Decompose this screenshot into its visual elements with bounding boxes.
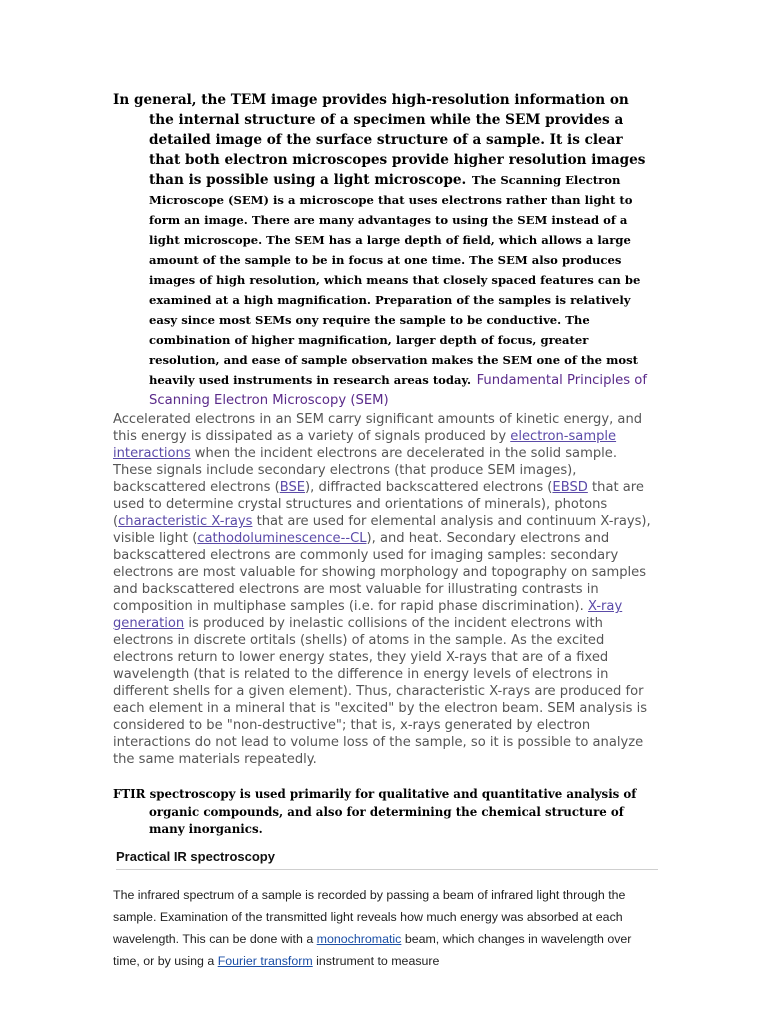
fourier-transform-link[interactable]: Fourier transform	[217, 954, 313, 969]
text-segment: beam, which changes in wavelength over time, or by using a	[113, 932, 632, 969]
x-ray-generation-link[interactable]: X-ray generation	[113, 599, 623, 631]
cathodoluminescence-link[interactable]: cathodoluminescence--CL	[197, 531, 367, 546]
text-segment: The infrared spectrum of a sample is recorded by passing a beam of infrared light through the sample. Examination of the transmitted light reveals how much energy was absorbed at each wavelength. This can be done with a	[113, 887, 626, 947]
text-segment: that are used to determine crystal structures and orientations of minerals), photons (	[113, 480, 644, 529]
sem-signals-paragraph	[113, 411, 658, 768]
text-segment: Accelerated electrons in an SEM carry significant amounts of kinetic energy, and this energy is dissipated as a variety of signals produced by	[113, 412, 643, 444]
electron-sample-interactions-link[interactable]: electron-sample interactions	[113, 429, 617, 461]
text-segment: when the incident electrons are decelerated in the solid sample. These signals include secondary electrons (that produce SEM images), backscattered electrons (	[113, 446, 618, 495]
characteristic-x-rays-link[interactable]: characteristic X-rays	[118, 514, 253, 529]
ftir-paragraph: FTIR spectroscopy is used primarily for qualitative and quantitative analysis of organic compounds, and also for determining the chemical structure of many inorganics.	[113, 787, 637, 836]
text-segment: ), and heat. Secondary electrons and backscattered electrons are commonly used for imaging samples: secondary electrons are most valuable for showing morphology and topography on samples and backscattered electrons are most valuable for illustrating contrasts in composition in multiphase samples (i.e. for rapid phase discrimination).	[113, 531, 647, 614]
ir-spectrum-paragraph	[113, 884, 658, 973]
sem-principles-link[interactable]: Fundamental Principles of Scanning Electron Microscopy (SEM)	[149, 373, 648, 408]
sem-intro-paragraph	[113, 89, 658, 409]
practical-ir-heading: Practical IR spectroscopy	[116, 849, 658, 870]
sem-description-text: The Scanning Electron Microscope (SEM) is a microscope that uses electrons rather than light to form an image. There are many advantages to using the SEM instead of a light microscope. The SEM has a large depth of field, which allows a large amount of the sample to be in focus at one time. The SEM also produces images of high resolution, which means that closely spaced features can be examined at a high magnification. Preparation of the samples is relatively easy since most SEMs ony require the sample to be conductive. The combination of higher magnification, larger depth of focus, greater resolution, and ease of sample observation makes the SEM one of the most heavily used instruments in research areas today.	[149, 173, 641, 387]
document-page	[113, 89, 658, 973]
text-segment: that are used for elemental analysis and continuum X-rays), visible light (	[113, 514, 651, 546]
tem-sem-comparison-text: In general, the TEM image provides high-resolution information on the internal structure of a specimen while the SEM provides a detailed image of the surface structure of a sample. It is clear that both electron microscopes provide higher resolution images than is possible using a light microscope.	[113, 92, 646, 188]
bse-link[interactable]: BSE	[279, 480, 306, 495]
ebsd-link[interactable]: EBSD	[552, 480, 588, 495]
monochromatic-link[interactable]: monochromatic	[316, 932, 402, 947]
text-segment: instrument to measure	[312, 954, 440, 969]
text-segment: ), diffracted backscattered electrons (	[305, 480, 553, 495]
text-segment: is produced by inelastic collisions of the incident electrons with electrons in discrete ortitals (shells) of atoms in the sample. As the excited electrons return to lower energy states, they yield X-rays that are of a fixed wavelength (that is related to the difference in energy levels of electrons in different shells for a given element). Thus, characteristic X-rays are produced for each element in a mineral that is "excited" by the electron beam. SEM analysis is considered to be "non-destructive"; that is, x-rays generated by electron interactions do not lead to volume loss of the sample, so it is possible to analyze the same materials repeatedly.	[113, 616, 648, 767]
